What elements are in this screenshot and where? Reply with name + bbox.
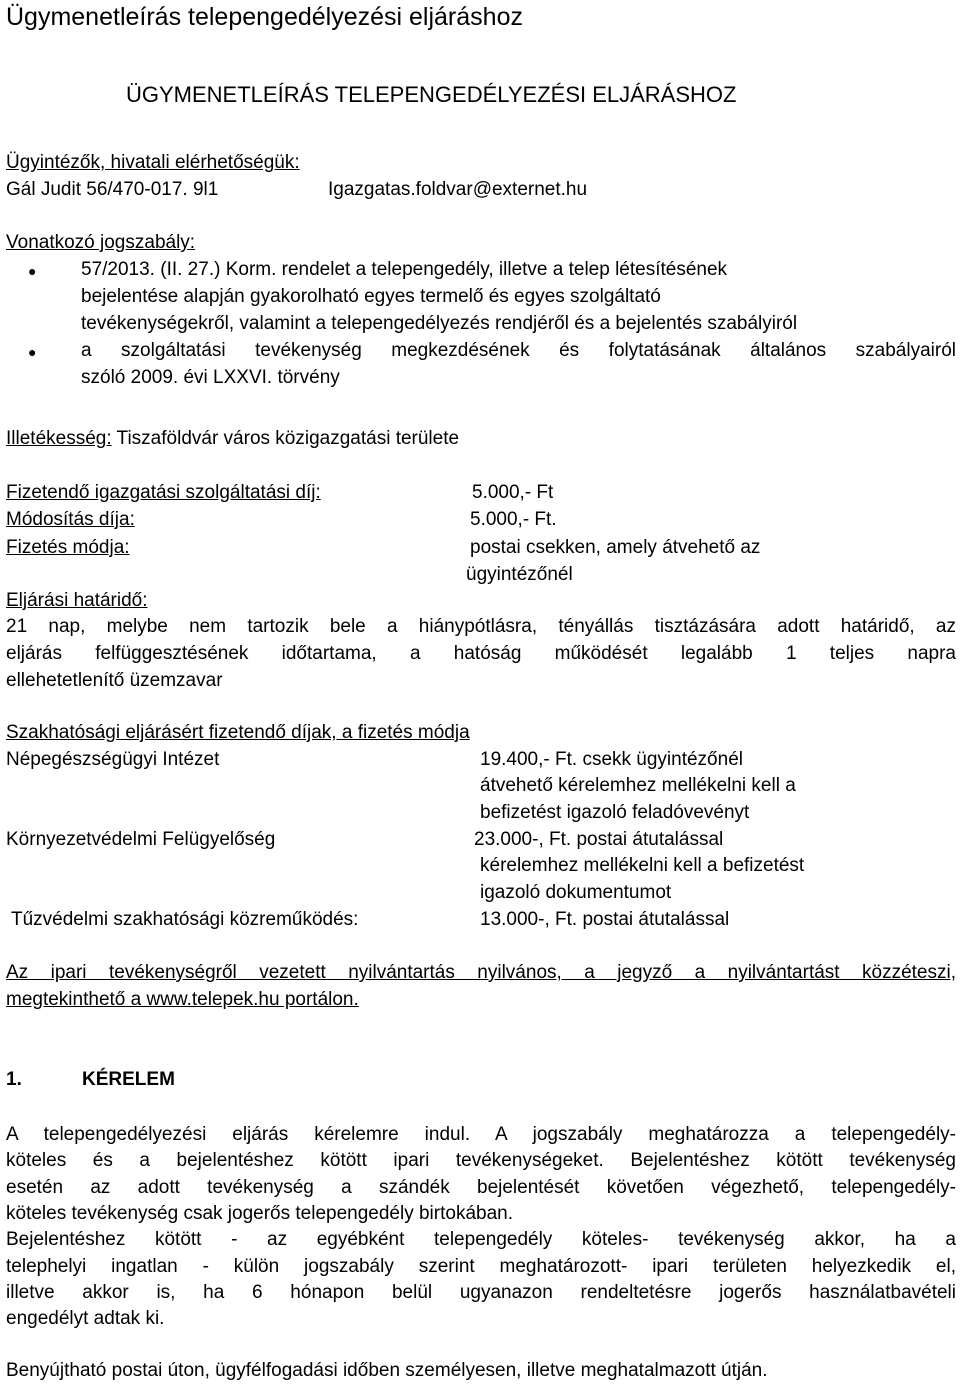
section-para2-line: Bejelentéshez kötött - az egyébként telepengedély köteles- tevékenység akkor, ha a [6, 1229, 956, 1250]
main-heading: ÜGYMENETLEÍRÁS TELEPENGEDÉLYEZÉSI ELJÁRÁSHOZ [126, 82, 737, 107]
section-para1-line: A telepengedélyezési eljárás kérelemre indul. A jogszabály meghatározza a telepengedély- [6, 1124, 956, 1145]
registry-note-line-1: Az ipari tevékenységről vezetett nyilvántartás nyilvános, a jegyző a nyilvántartást közzéteszi, [6, 962, 956, 983]
authority-fee-line: kérelemhez mellékelni kell a befizetést [480, 855, 805, 876]
section-para2-line: engedélyt adtak ki. [6, 1308, 165, 1329]
bullet-icon: ● [28, 263, 37, 279]
authority-name: Népegészségügyi Intézet [6, 749, 220, 770]
section-para1-line: köteles tevékenység csak jogerős telepengedély birtokában. [6, 1203, 513, 1224]
section-para2-line: illetve akkor is, ha 6 hónapon belül ugyanazon rendeltetésre jogerős használatbavételi [6, 1282, 956, 1303]
section-para2-line: telephelyi ingatlan - külön jogszabály szerint meghatározott- ipari területen helyezkedik el, [6, 1256, 956, 1277]
authority-name: Tűzvédelmi szakhatósági közreműködés: [11, 909, 359, 930]
section-para1-line: köteles és a bejelentéshez kötött ipari tevékenységeket. Bejelentéshez kötött tevékenység [6, 1150, 956, 1171]
admin-fee-value: 5.000,- Ft [472, 482, 554, 503]
authority-fee-line: befizetést igazoló feladóvevényt [480, 802, 750, 823]
legislation-item-1-line-2: bejelentése alapján gyakorolható egyes termelő és egyes szolgáltató [81, 286, 661, 307]
authority-fee-line: átvehető kérelemhez mellékelni kell a [480, 775, 796, 796]
jurisdiction-value: Tiszaföldvár város közigazgatási területe [111, 428, 460, 449]
authority-fee-line: 23.000-, Ft. postai átutalással [474, 829, 724, 850]
contact-person: Gál Judit 56/470-017. 9l1 [6, 179, 219, 200]
payment-method-value-line-2: ügyintézőnél [466, 564, 573, 585]
deadline-line-3: ellehetetlenítő üzemzavar [6, 670, 223, 691]
authority-fee-line: igazoló dokumentumot [480, 882, 672, 903]
section-title: KÉRELEM [82, 1069, 175, 1090]
modification-fee-label: Módosítás díja: [6, 509, 135, 530]
registry-note-line-2: megtekinthető a www.telepek.hu portálon. [6, 989, 359, 1010]
deadline-line-1: 21 nap, melybe nem tartozik bele a hiánypótlásra, tényállás tisztázására adott határidő, az [6, 616, 956, 637]
authority-fee-line: 19.400,- Ft. csekk ügyintézőnél [480, 749, 743, 770]
legislation-item-2-line-1: a szolgáltatási tevékenység megkezdésének és folytatásának általános szabályairól [81, 340, 956, 361]
authority-fees-label: Szakhatósági eljárásért fizetendő díjak, a fizetés módja [6, 722, 470, 743]
payment-method-value-line-1: postai csekken, amely átvehető az [470, 537, 761, 558]
admin-fee-label: Fizetendő igazgatási szolgáltatási díj: [6, 482, 321, 503]
legislation-item-2-line-2: szóló 2009. évi LXXVI. törvény [81, 367, 340, 388]
modification-fee-value: 5.000,- Ft. [470, 509, 557, 530]
jurisdiction-row [6, 426, 459, 453]
authority-fee-line: 13.000-, Ft. postai átutalással [480, 909, 730, 930]
legislation-item-1-line-3: tevékenységekről, valamint a telepengedélyezés rendjéről és a bejelentés szabályiról [81, 313, 798, 334]
authority-name: Környezetvédelmi Felügyelőség [6, 829, 276, 850]
document-title: Ügymenetleírás telepengedélyezési eljáráshoz [6, 3, 523, 31]
contacts-label: Ügyintézők, hivatali elérhetőségük: [6, 152, 300, 173]
contact-email: Igazgatas.foldvar@externet.hu [328, 179, 588, 200]
legislation-label: Vonatkozó jogszabály: [6, 232, 196, 253]
deadline-label: Eljárási határidő: [6, 590, 148, 611]
section-number: 1. [6, 1069, 22, 1090]
legislation-item-1-line-1: 57/2013. (II. 27.) Korm. rendelet a telepengedély, illetve a telep létesítésének [81, 259, 728, 280]
deadline-line-2: eljárás felfüggesztésének időtartama, a hatóság működését legalább 1 teljes napra [6, 643, 956, 664]
jurisdiction-label: Illetékesség: [6, 428, 112, 449]
section-para3: Benyújtható postai úton, ügyfélfogadási időben személyesen, illetve meghatalmazott útján. [6, 1360, 768, 1381]
payment-method-label: Fizetés módja: [6, 537, 130, 558]
section-para1-line: esetén az adott tevékenység a szándék bejelentését követően végezhető, telepengedély- [6, 1177, 956, 1198]
bullet-icon: ● [28, 344, 37, 360]
